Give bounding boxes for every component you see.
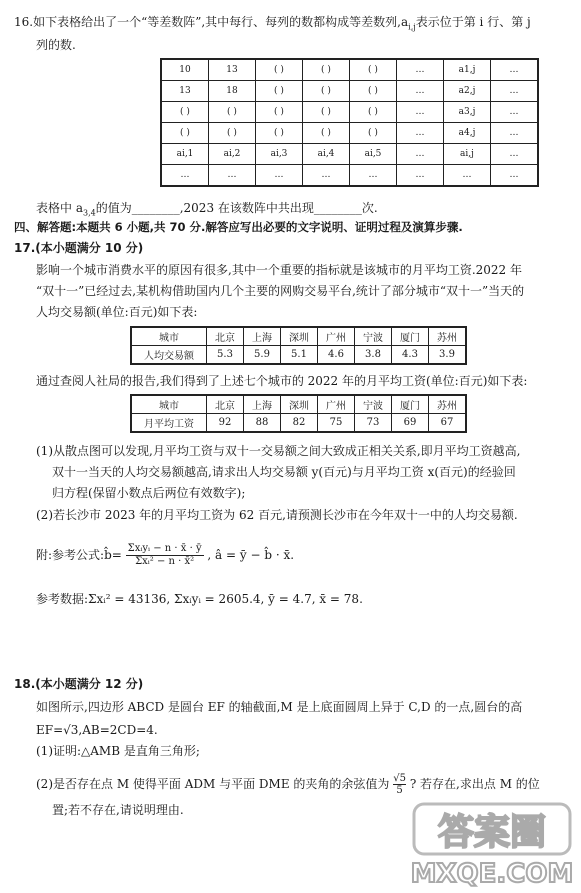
table-cell: ( ): [350, 81, 397, 102]
table-cell: 10: [161, 59, 209, 81]
table-cell: 73: [355, 414, 392, 433]
table-header-cell: 厦门: [392, 395, 429, 414]
q17-p4: 通过查阅人社局的报告,我们得到了上述七个城市的 2022 年的月平均工资(单位:百元)如下表:: [36, 374, 528, 388]
table-header-cell: 广州: [318, 395, 355, 414]
table-cell: 88: [244, 414, 281, 433]
table-cell: ( ): [303, 59, 350, 81]
table-cell: a1,j: [444, 59, 491, 81]
q17-p1: 影响一个城市消费水平的原因有很多,其中一个重要的指标就是该城市的月平均工资.2022 年: [36, 263, 522, 277]
q17-p3: 人均交易额(单位:百元)如下表:: [36, 305, 198, 319]
q17-s1c: 归方程(保留小数点后两位有效数字);: [52, 486, 246, 500]
table-cell: …: [444, 165, 491, 187]
table-cell: 18: [209, 81, 256, 102]
table-row: [161, 144, 538, 165]
table-row: [161, 165, 538, 187]
table-cell: …: [397, 59, 444, 81]
table-row: [161, 123, 538, 144]
table-cell: …: [303, 165, 350, 187]
row-label: 月平均工资: [131, 414, 207, 433]
q18-p1: 如图所示,四边形 ABCD 是圆台 EF 的轴截面,M 是上底面圆周上异于 C,D 的一点,圆台的高: [36, 700, 523, 714]
table-cell: …: [491, 144, 539, 165]
q17-formula: 附:参考公式:b̂= $\frac{\text{Σxᵢyᵢ − n · x̄ · ȳ}}{\text{Σxᵢ² − n · x̄²}}$ , â = ȳ − b̂ · x̄.: [36, 543, 295, 567]
watermark-top: 答案圈: [437, 812, 547, 853]
table-cell: ( ): [350, 59, 397, 81]
q17-s1b: 双十一当天的人均交易额越高,请求出人均交易额 y(百元)与月平均工资 x(百元)的经验回: [52, 465, 516, 479]
row-label: 人均交易额: [131, 346, 207, 365]
table-header-cell: 上海: [244, 395, 281, 414]
table-cell: ai,j: [444, 144, 491, 165]
table-cell: …: [209, 165, 256, 187]
table-cell: a2,j: [444, 81, 491, 102]
table-header-cell: 上海: [244, 327, 281, 346]
table-header-cell: 广州: [318, 327, 355, 346]
watermark-bottom: MXQE.COM: [412, 859, 572, 888]
watermark-logo: [412, 800, 572, 888]
q18-s2a: (2)是否存在点 M 使得平面 ADM 与平面 DME 的夹角的余弦值为 $\frac{√5}{5}$ ? 若存在,求出点 M 的位: [36, 773, 540, 796]
table-cell: …: [491, 123, 539, 144]
table-cell: ( ): [161, 123, 209, 144]
table-cell: ( ): [256, 59, 303, 81]
arithmetic-array-table: [160, 58, 539, 187]
table-cell: ( ): [303, 123, 350, 144]
q18-s1: (1)证明:△AMB 是直角三角形;: [36, 744, 200, 758]
table-cell: …: [397, 123, 444, 144]
q17-s2: (2)若长沙市 2023 年的月平均工资为 62 百元,请预测长沙市在今年双十一中的人均交易额.: [36, 508, 518, 522]
table-cell: 82: [281, 414, 318, 433]
table-cell: …: [256, 165, 303, 187]
table-cell: 75: [318, 414, 355, 433]
table-cell: ai,5: [350, 144, 397, 165]
q16-line1: 16.如下表格给出了一个“等差数阵”,其中每行、每列的数都构成等差数列$,a_{i,j}$表示位于第 i 行、第 j: [14, 15, 531, 32]
table-cell: ( ): [161, 102, 209, 123]
table-header-cell: 宁波: [355, 395, 392, 414]
table-header-cell: 城市: [131, 327, 207, 346]
table-row: [161, 59, 538, 81]
q16-answer-line: 表格中 $a_{3,4}$的值为________,2023 在该数阵中共出现________次.: [36, 201, 378, 218]
table-cell: …: [397, 102, 444, 123]
table-header-cell: 城市: [131, 395, 207, 414]
table-cell: 5.1: [281, 346, 318, 365]
table-header-cell: 北京: [207, 327, 244, 346]
table-cell: 92: [207, 414, 244, 433]
table-cell: …: [491, 59, 539, 81]
q17-title: 17.(本小题满分 10 分): [14, 241, 144, 255]
section-heading: 四、解答题:本题共 6 小题,共 70 分.解答应写出必要的文字说明、证明过程及演算步骤.: [14, 220, 463, 234]
table-cell: ( ): [350, 123, 397, 144]
q18-s2c: 置;若不存在,请说明理由.: [52, 803, 184, 817]
salary-table: [130, 394, 467, 433]
table-header-cell: 宁波: [355, 327, 392, 346]
table-cell: ( ): [209, 102, 256, 123]
table-cell: ai,4: [303, 144, 350, 165]
table-cell: …: [397, 144, 444, 165]
table-cell: 13: [161, 81, 209, 102]
q17-p2: “双十一”已经过去,某机构借助国内几个主要的网购交易平台,统计了部分城市“双十一”当天的: [36, 284, 525, 298]
table-cell: ( ): [209, 123, 256, 144]
table-cell: …: [397, 165, 444, 187]
table-row: [131, 346, 466, 365]
table-header-cell: 苏州: [429, 327, 467, 346]
table-row: [131, 414, 466, 433]
q17-s1a: (1)从散点图可以发现,月平均工资与双十一交易额之间大致成正相关关系,即月平均工资越高,: [36, 444, 521, 458]
table-cell: 4.6: [318, 346, 355, 365]
table-cell: ( ): [303, 102, 350, 123]
table-header-cell: 北京: [207, 395, 244, 414]
table-cell: a3,j: [444, 102, 491, 123]
table-cell: …: [491, 102, 539, 123]
table-cell: …: [161, 165, 209, 187]
q16-line2: 列的数.: [36, 38, 76, 52]
table-cell: …: [491, 165, 539, 187]
table-cell: 4.3: [392, 346, 429, 365]
table-row: [161, 81, 538, 102]
table-cell: ai,1: [161, 144, 209, 165]
table-cell: 69: [392, 414, 429, 433]
table-cell: ( ): [256, 123, 303, 144]
table-cell: 67: [429, 414, 467, 433]
table-cell: ai,3: [256, 144, 303, 165]
table-cell: ai,2: [209, 144, 256, 165]
transaction-table: [130, 326, 467, 365]
formula-fraction: $\frac{\text{Σxᵢyᵢ − n · x̄ · ȳ}}{\text{Σxᵢ² − n · x̄²}}$: [127, 543, 202, 567]
table-cell: 5.9: [244, 346, 281, 365]
table-cell: …: [397, 81, 444, 102]
table-cell: a4,j: [444, 123, 491, 144]
table-cell: 13: [209, 59, 256, 81]
table-header-cell: 苏州: [429, 395, 467, 414]
table-cell: ( ): [303, 81, 350, 102]
table-cell: 3.9: [429, 346, 467, 365]
table-header-row: [131, 395, 466, 414]
watermark-graphic: [412, 800, 572, 888]
q17-reference-data: 参考数据:Σxᵢ² = 43136, Σxᵢyᵢ = 2605.4, ȳ = 4.7, x̄ = 78.: [36, 592, 363, 606]
table-cell: ( ): [256, 81, 303, 102]
q18-p2: EF=√3,AB=2CD=4.: [36, 723, 158, 737]
table-cell: …: [350, 165, 397, 187]
table-cell: ( ): [350, 102, 397, 123]
q18-title: 18.(本小题满分 12 分): [14, 677, 144, 691]
cosine-fraction: $\frac{√5}{5}$: [393, 773, 406, 796]
table-row: [161, 102, 538, 123]
table-header-row: [131, 327, 466, 346]
table-header-cell: 深圳: [281, 327, 318, 346]
table-cell: …: [491, 81, 539, 102]
table-cell: 3.8: [355, 346, 392, 365]
table-cell: ( ): [256, 102, 303, 123]
table-header-cell: 深圳: [281, 395, 318, 414]
table-header-cell: 厦门: [392, 327, 429, 346]
table-cell: 5.3: [207, 346, 244, 365]
